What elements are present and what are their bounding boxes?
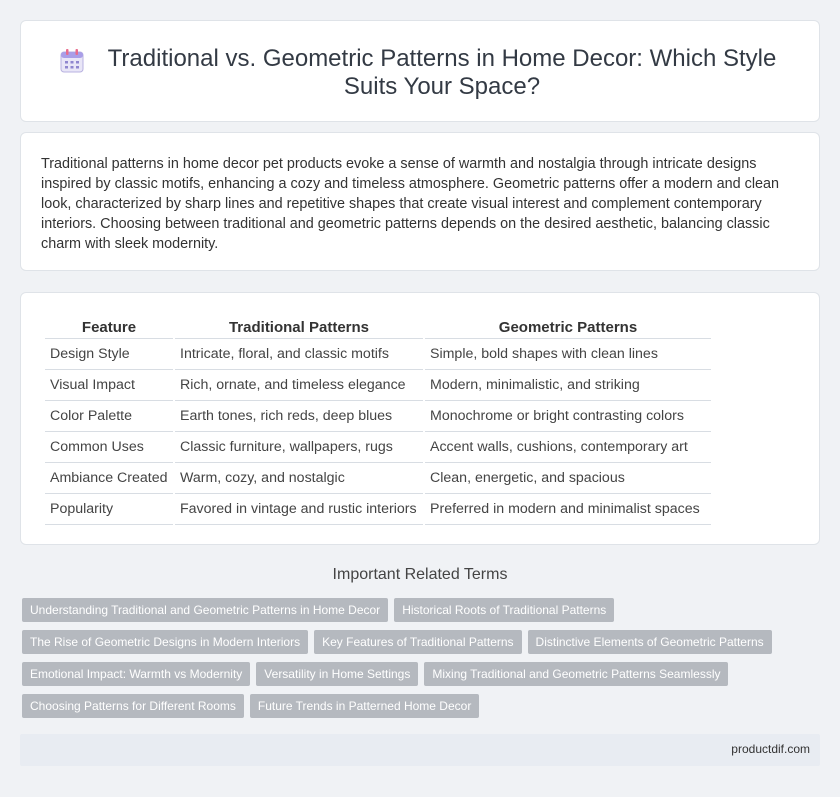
table-cell: Monochrome or bright contrasting colors (425, 401, 711, 432)
related-term-tag[interactable]: Versatility in Home Settings (256, 662, 418, 686)
table-cell: Modern, minimalistic, and striking (425, 370, 711, 401)
table-cell: Accent walls, cushions, contemporary art (425, 432, 711, 463)
page-title: Traditional vs. Geometric Patterns in Home Decor: Which Style Suits Your Space? (107, 45, 777, 100)
comparison-table (43, 315, 713, 525)
related-term-tag[interactable]: Future Trends in Patterned Home Decor (250, 694, 479, 718)
header-feature: Feature (45, 315, 173, 339)
related-term-tag[interactable]: Distinctive Elements of Geometric Patterns (528, 630, 772, 654)
table-row (45, 494, 711, 525)
table-header-row (45, 315, 711, 339)
table-cell: Ambiance Created (45, 463, 173, 494)
header-geometric: Geometric Patterns (425, 315, 711, 339)
header-card (20, 20, 820, 122)
table-cell: Rich, ornate, and timeless elegance (175, 370, 423, 401)
footer-bar (20, 734, 820, 766)
intro-card (20, 132, 820, 271)
header-traditional: Traditional Patterns (175, 315, 423, 339)
table-cell: Color Palette (45, 401, 173, 432)
table-row (45, 432, 711, 463)
related-term-tag[interactable]: Choosing Patterns for Different Rooms (22, 694, 244, 718)
table-cell: Visual Impact (45, 370, 173, 401)
table-cell: Classic furniture, wallpapers, rugs (175, 432, 423, 463)
table-cell: Earth tones, rich reds, deep blues (175, 401, 423, 432)
related-term-tag[interactable]: Historical Roots of Traditional Patterns (394, 598, 614, 622)
table-cell: Popularity (45, 494, 173, 525)
related-term-tag[interactable]: Emotional Impact: Warmth vs Modernity (22, 662, 250, 686)
related-term-tag[interactable]: Understanding Traditional and Geometric Patterns in Home Decor (22, 598, 388, 622)
related-terms-heading: Important Related Terms (332, 566, 508, 583)
table-cell: Design Style (45, 339, 173, 370)
table-row (45, 401, 711, 432)
table-cell: Clean, energetic, and spacious (425, 463, 711, 494)
table-cell: Intricate, floral, and classic motifs (175, 339, 423, 370)
intro-paragraph: Traditional patterns in home decor pet products evoke a sense of warmth and nostalgia through intricate designs inspired by classic motifs, enhancing a cozy and timeless atmosphere. Geometric patterns offer a modern and clean look, characterized by sharp lines and repetitive shapes that create visual interest and complement contemporary interiors. Choosing between traditional and geometric patterns depends on the desired aesthetic, balancing classic charm with sleek modernity. (41, 156, 780, 252)
table-row (45, 463, 711, 494)
footer-site-name: productdif.com (731, 742, 810, 756)
table-cell: Preferred in modern and minimalist spaces (425, 494, 711, 525)
related-term-tag[interactable]: The Rise of Geometric Designs in Modern Interiors (22, 630, 308, 654)
table-cell: Favored in vintage and rustic interiors (175, 494, 423, 525)
table-row (45, 339, 711, 370)
table-row (45, 370, 711, 401)
comparison-table-card (20, 292, 820, 545)
table-cell: Warm, cozy, and nostalgic (175, 463, 423, 494)
related-terms-list (22, 598, 812, 726)
related-term-tag[interactable]: Key Features of Traditional Patterns (314, 630, 521, 654)
related-term-tag[interactable]: Mixing Traditional and Geometric Patterns Seamlessly (424, 662, 728, 686)
table-cell: Simple, bold shapes with clean lines (425, 339, 711, 370)
calendar-icon (58, 47, 86, 75)
table-cell: Common Uses (45, 432, 173, 463)
